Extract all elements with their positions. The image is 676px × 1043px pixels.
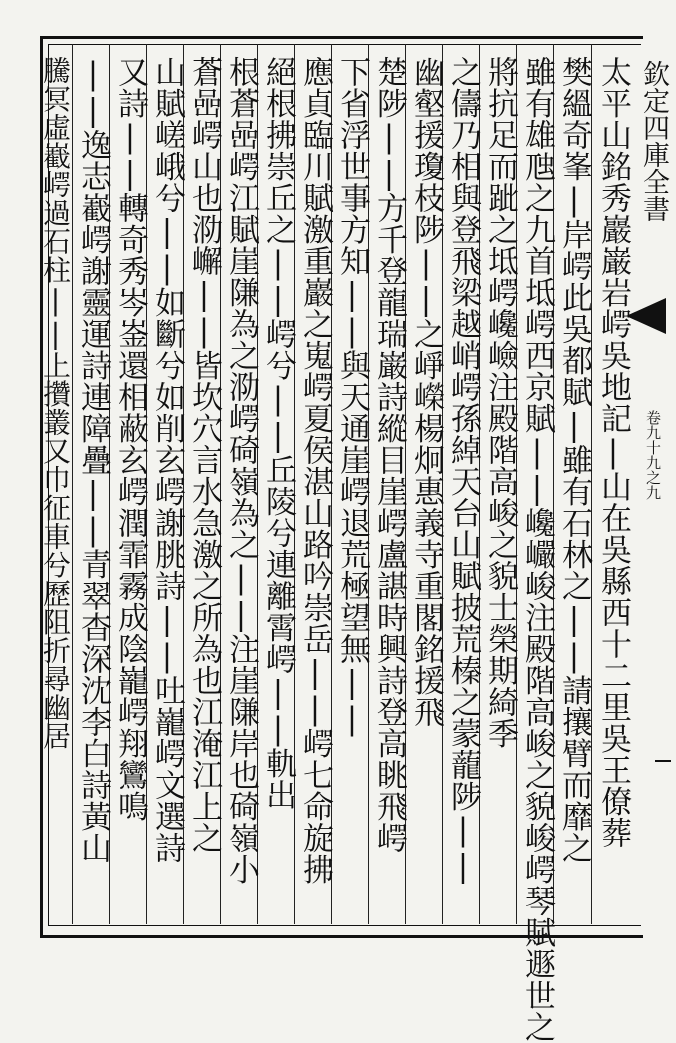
column-rule — [72, 44, 73, 924]
text-column-10: 絕根拂崇丘之||崿兮||丘陵兮連離霄崿||軌出 — [260, 56, 296, 811]
text-column-3: 雖有雄虺之九首坻崿西京賦||巉巗峻注殿階高峻之貌峻崿琴賦遯世之 — [519, 56, 555, 1043]
text-column-13: 山賦嵯峨兮||如斷兮如削玄崿謝朓詩||吐巃崿文選詩 — [149, 56, 185, 864]
margin-edge-mark — [655, 760, 671, 762]
text-column-2: 樊縕奇峯|岸崿此吳都賦|雖有石林之||請攘臂而靡之 — [556, 56, 592, 864]
margin-volume-label: 卷九十九之九 — [644, 410, 662, 500]
text-column-5: 之儔乃相與登飛梁越峭崿孫綽天台山賦披荒榛之蒙蘢陟|| — [445, 56, 481, 885]
text-column-14: 又詩||轉奇秀岑崟還相蔽玄崿潤霏霧成陰巃崿翔鸞鳴 — [112, 56, 148, 822]
margin-book-title: 欽定四庫全書 — [638, 60, 669, 222]
text-column-7: 楚陟||方千登龍瑞巌詩縱目崖崿盧諶時興詩登高眺飛崿 — [371, 56, 407, 854]
text-column-8: 下省浮世事方知||與天通崖崿退荒極望無|| — [334, 56, 370, 738]
text-column-11: 根蒼喦崿江賦崖隒為之泐崿碕嶺為之||注崖隒岸也碕嶺小 — [223, 56, 259, 885]
text-column-16: 騰冥虛嶻崿過石柱||上攢叢又巾征車兮歷阻折尋幽居 — [39, 56, 72, 750]
text-column-12: 蒼喦崿山也泐嶰||皆坎穴言水急激之所為也江淹江上之 — [186, 56, 222, 854]
text-column-1: 太平山銘秀巖巌岩崿吳地記|山在吳縣西十二里吳王僚葬 — [595, 56, 631, 849]
text-column-9: 應貞臨川賦激重巖之嵬崿夏侯湛山路吟崇岳||崿七命旋拂 — [297, 56, 333, 885]
text-column-15: ||逸志嶻崿謝靈運詩連障疊||青翠杳深沈李白詩黃山 — [75, 56, 111, 864]
text-column-6: 幽壑援瓊枝陟||之崢嶸楊炯惠義寺重閣銘援飛 — [408, 56, 444, 728]
text-column-4: 將抗足而跐之坻崿巉嶮注殿階高峻之貌士榮期綺季 — [482, 56, 518, 749]
fish-tail-mark-icon — [626, 298, 666, 334]
